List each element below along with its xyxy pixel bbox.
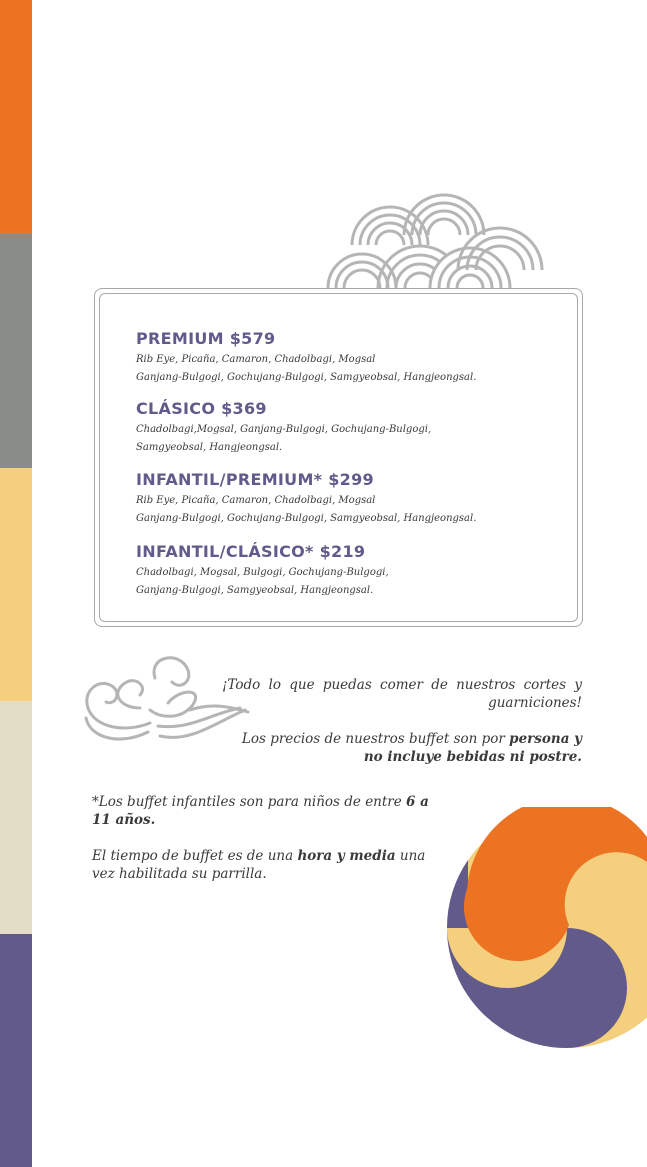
menu-item-description xyxy=(136,564,556,600)
time-note-bold: hora y media xyxy=(297,848,396,864)
menu-item-infantil-clasico xyxy=(136,542,556,600)
all-you-can-eat-text: ¡Todo lo que puedas comer de nuestros cortes y guarniciones! xyxy=(222,677,582,711)
kids-and-time-notes xyxy=(92,793,442,883)
price-note-bold: persona y no incluye bebidas ni postre. xyxy=(363,731,582,765)
desc-line: Ganjang-Bulgogi, Gochujang-Bulgogi, Samgyeobsal, Hangjeongsal. xyxy=(136,513,477,524)
kids-note-text: *Los buffet infantiles son para niños de entre xyxy=(92,794,407,810)
price-note xyxy=(222,730,582,766)
menu-item-title: CLÁSICO $369 xyxy=(136,399,267,418)
stripe-yellow xyxy=(0,468,32,701)
cloud-arc xyxy=(428,219,460,235)
stripe-purple xyxy=(0,934,32,1167)
time-note xyxy=(92,847,442,883)
desc-line: Ganjang-Bulgogi, Gochujang-Bulgogi, Samgyeobsal, Hangjeongsal. xyxy=(136,372,477,383)
cloud-arc xyxy=(344,270,380,288)
time-note-suffix: una vez habilitada su parrilla. xyxy=(92,848,426,882)
menu-item-title: INFANTIL/PREMIUM* $299 xyxy=(136,470,374,489)
desc-line: Rib Eye, Picaña, Camaron, Chadolbagi, Mogsal xyxy=(136,354,376,365)
menu-item-title: PREMIUM $579 xyxy=(136,329,276,348)
kids-note-bold: 6 a 11 años. xyxy=(92,794,429,828)
menu-item-premium xyxy=(136,329,556,387)
stripe-gray xyxy=(0,234,32,468)
menu-item-infantil-premium xyxy=(136,470,556,528)
menu-box xyxy=(94,288,583,627)
price-note-text: Los precios de nuestros buffet son por xyxy=(241,731,510,747)
desc-line: Chadolbagi,Mogsal, Ganjang-Bulgogi, Gochujang-Bulgogi, xyxy=(136,424,432,435)
cloud-arc xyxy=(457,275,483,288)
cloud-arc xyxy=(352,207,428,245)
buffet-notes xyxy=(222,676,582,766)
taegeuk-emblem xyxy=(447,807,647,1049)
menu-item-title: INFANTIL/CLÁSICO* $219 xyxy=(136,542,366,561)
wave-clouds-decoration xyxy=(322,190,544,288)
stripe-orange xyxy=(0,0,32,234)
menu-item-description xyxy=(136,351,556,387)
desc-line: Samgyeobsal, Hangjeongsal. xyxy=(136,442,283,453)
cloud-arc xyxy=(376,231,404,245)
stripe-cream xyxy=(0,701,32,934)
time-note-text: El tiempo de buffet es de una xyxy=(92,848,298,864)
menu-item-description xyxy=(136,492,556,528)
menu-item-description xyxy=(136,421,556,457)
menu-item-clasico xyxy=(136,399,556,457)
desc-line: Rib Eye, Picaña, Camaron, Chadolbagi, Mogsal xyxy=(136,495,376,506)
desc-line: Chadolbagi, Mogsal, Bulgogi, Gochujang-Bulgogi, xyxy=(136,567,389,578)
desc-line: Ganjang-Bulgogi, Samgyeobsal, Hangjeongsal. xyxy=(136,585,374,596)
kids-note xyxy=(92,793,442,829)
